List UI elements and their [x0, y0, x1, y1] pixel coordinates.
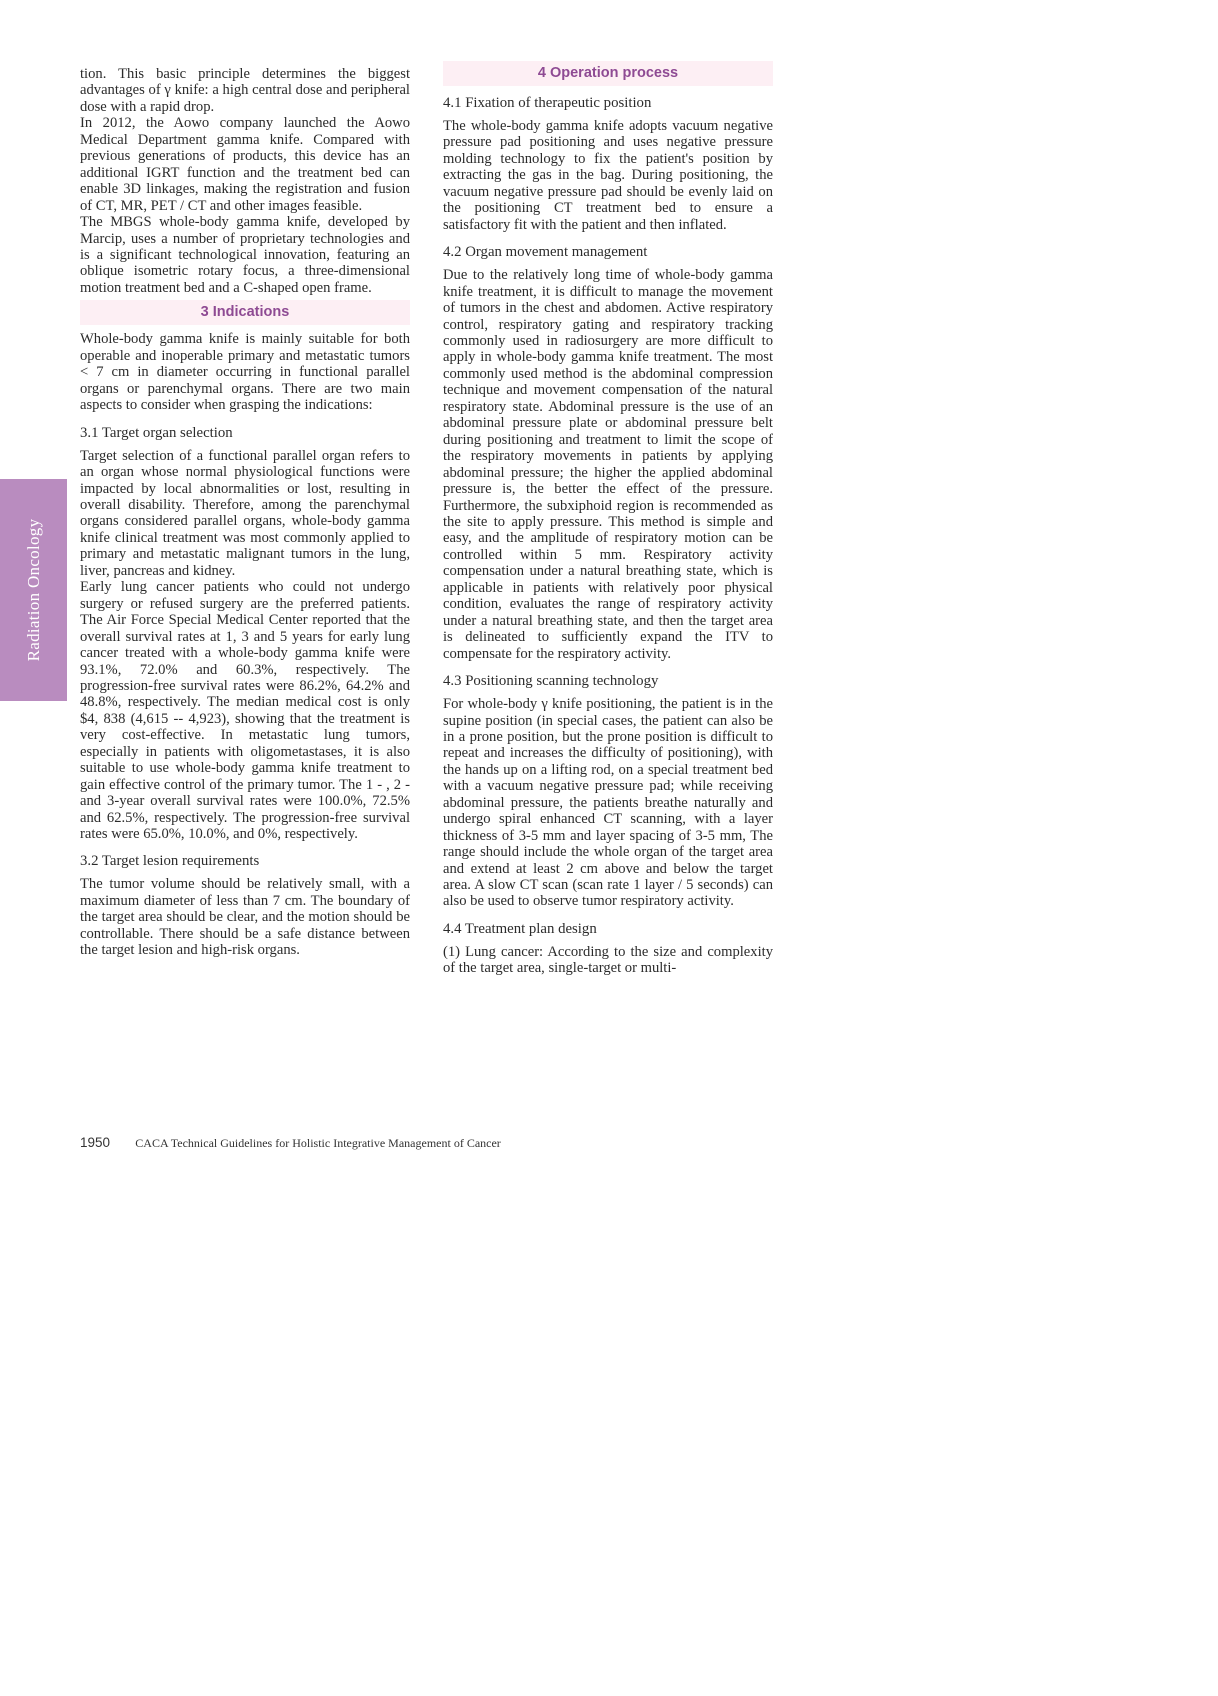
side-tab-label: Radiation Oncology [23, 518, 43, 662]
subheading-4-1: 4.1 Fixation of therapeutic position [443, 95, 652, 111]
paragraph-3-1a: Target selection of a functional parallel organ refers to an organ whose normal physiological functions were impacted by local abnormalities or lost, resulting in overall disability. Therefore, among the parenchymal organs considered parallel organs, whole-body gamma knife clinical treatment was most commonly applied to primary and metastatic malignant tumors in the lung, liver, pancreas and kidney. [80, 447, 410, 579]
subheading-4-2: 4.2 Organ movement management [443, 244, 648, 261]
section-heading-indications: 3 Indications [80, 300, 410, 325]
paragraph-continuation: tion. This basic principle determines the biggest advantages of γ knife: a high central dose and peripheral dose with a rapid drop. [80, 66, 410, 115]
paragraph-mbgs: The MBGS whole-body gamma knife, developed by Marcip, uses a number of proprietary technologies and is a significant technological innovation, featuring an oblique isometric rotary focus, a three-dimensional motion treatment bed and a C-shaped open frame. [80, 214, 410, 296]
right-column [443, 66, 773, 977]
left-column [80, 66, 410, 959]
subheading-3-2: 3.2 Target lesion requirements [80, 853, 260, 870]
paragraph-aowo: In 2012, the Aowo company launched the Aowo Medical Department gamma knife. Compared with previous generations of products, this device has an additional IGRT function and the treatment bed can enable 3D linkages, making the registration and fusion of CT, MR, PET / CT and other images feasible. [80, 115, 410, 214]
paragraph-4-1: The whole-body gamma knife adopts vacuum negative pressure pad positioning and uses negative pressure molding technology to fix the patient's position by extracting the gas in the bag. During positioning, the vacuum negative pressure pad should be evenly laid on the positioning CT treatment bed to ensure a satisfactory fit with the patient and then inflated. [443, 118, 773, 233]
page-number: 1950 [80, 1135, 111, 1150]
paragraph-4-4: (1) Lung cancer: According to the size and complexity of the target area, single-target or multi- [443, 943, 773, 977]
journal-title: CACA Technical Guidelines for Holistic Integrative Management of Cancer [135, 1136, 501, 1150]
paragraph-indications: Whole-body gamma knife is mainly suitable for both operable and inoperable primary and metastatic tumors < 7 cm in diameter occurring in functional parallel organs or parenchymal organs. There are two main aspects to consider when grasping the indications: [80, 331, 410, 414]
section-side-tab [0, 479, 67, 701]
paragraph-3-1b: Early lung cancer patients who could not undergo surgery or refused surgery are the preferred patients. The Air Force Special Medical Center reported that the overall survival rates at 1, 3 and 5 years for early lung cancer treated with a whole-body gamma knife were 93.1%, 72.0% and 60.3%, respectively. The progression-free survival rates were 86.2%, 64.2% and 48.8%, respectively. The median medical cost is only $4, 838 (4,615 -- 4,923), showing that the treatment is very cost-effective. In metastatic lung tumors, especially in patients with oligometastases, it is also suitable to use whole-body gamma knife treatment to gain effective control of the primary tumor. The 1 - , 2 - and 3-year overall survival rates were 100.0%, 72.5% and 62.5%, respectively. The progression-free survival rates were 65.0%, 10.0%, and 0%, respectively. [80, 579, 410, 843]
section-heading-operation-process: 4 Operation process [443, 61, 773, 86]
subheading-4-3: 4.3 Positioning scanning technology [443, 673, 659, 690]
paragraph-4-3: For whole-body γ knife positioning, the patient is in the supine position (in special cases, the patient can also be in a prone position, but the prone position is difficult to repeat and increases the difficulty of positioning), with the hands up on a lifting rod, on a special treatment bed with a vacuum negative pressure pad; while receiving abdominal pressure, the patients breathe naturally and undergo spiral enhanced CT scanning, with a layer thickness of 3-5 mm and layer spacing of 3-5 mm, The range should include the whole organ of the target area and extend at least 2 cm above and below the target area. A slow CT scan (scan rate 1 layer / 5 seconds) can also be used to observe tumor respiratory activity. [443, 696, 773, 910]
paragraph-3-2: The tumor volume should be relatively small, with a maximum diameter of less than 7 cm. The boundary of the target area should be clear, and the motion should be controllable. There should be a safe distance between the target lesion and high-risk organs. [80, 876, 410, 959]
paragraph-4-2: Due to the relatively long time of whole-body gamma knife treatment, it is difficult to manage the movement of tumors in the chest and abdomen. Active respiratory control, respiratory gating and respiratory tracking commonly used in radiosurgery are more difficult to apply in whole-body gamma knife treatment. The most commonly used method is the abdominal compression technique and movement compensation of the natural respiratory state. Abdominal pressure is the use of an abdominal pressure plate or abdominal pressure belt during positioning and treatment to limit the scope of the respiratory movements in patients by applying abdominal pressure; the higher the applied abdominal pressure is, the better the effect of the pressure. Furthermore, the subxiphoid region is recommended as the site to apply pressure. This method is simple and easy, and the amplitude of respiratory motion can be controlled within 5 mm. Respiratory activity compensation under a natural breathing state, which is applicable in patients with relatively poor physical condition, evaluates the range of respiratory activity under a natural breathing state, and then the target area is delineated to sufficiently expand the ITV to compensate for the respiratory activity. [443, 267, 773, 662]
page-footer [80, 1135, 501, 1151]
subheading-3-1: 3.1 Target organ selection [80, 424, 233, 441]
subheading-4-4: 4.4 Treatment plan design [443, 920, 597, 937]
